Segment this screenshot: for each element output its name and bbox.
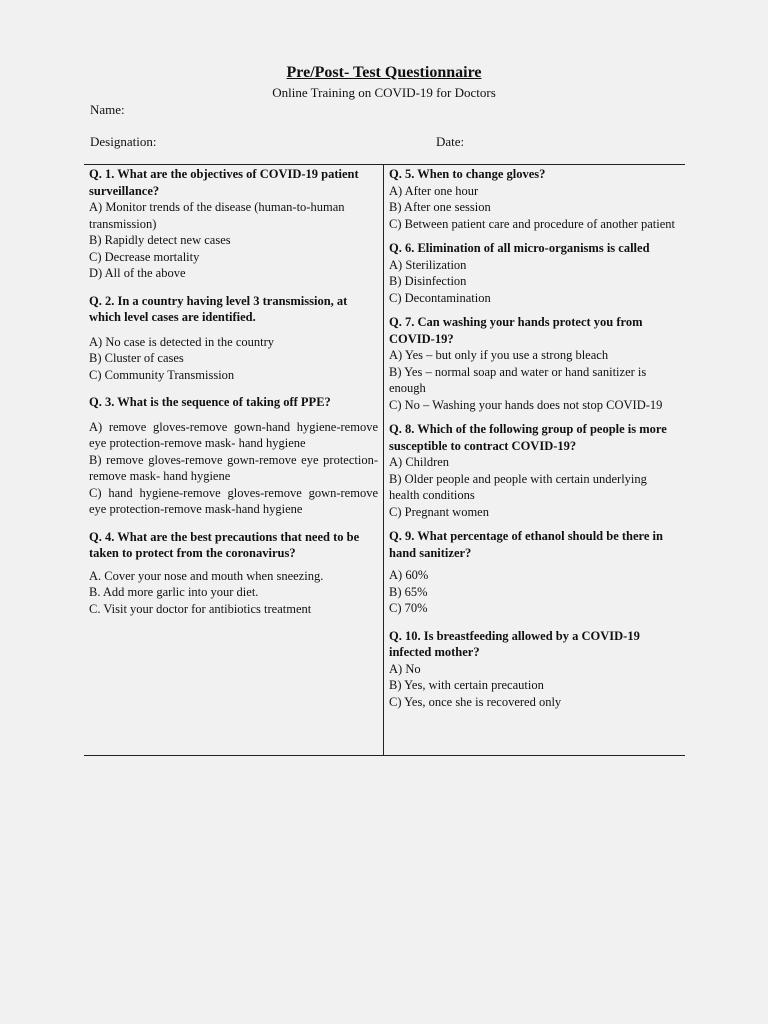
question-10-option-c: C) Yes, once she is recovered only [389, 694, 562, 709]
question-6-text: Q. 6. Elimination of all micro-organisms is called [389, 241, 650, 255]
question-10-text: Q. 10. Is breastfeeding allowed by a COVID-19 infected mother? [389, 628, 640, 659]
question-1-text: Q. 1. What are the objectives of COVID-19 patient surveillance? [89, 167, 359, 198]
question-9-option-a: A) 60% [389, 568, 429, 582]
question-1 [89, 166, 378, 282]
questions-table [84, 164, 685, 756]
question-8 [389, 421, 679, 520]
question-7-option-a: A) Yes – but only if you use a strong bleach [389, 348, 609, 362]
page-subtitle: Online Training on COVID-19 for Doctors [272, 85, 496, 100]
date-label: Date: [436, 134, 465, 149]
question-5-text: Q. 5. When to change gloves? [389, 167, 546, 181]
question-4-text: Q. 4. What are the best precautions that need to be taken to protect from the coronavirus? [89, 529, 360, 560]
question-10-option-b: B) Yes, with certain precaution [389, 678, 544, 692]
question-6-option-c: C) Decontamination [389, 290, 491, 305]
question-9 [389, 528, 679, 617]
question-2-text: Q. 2. In a country having level 3 transmission, at which level cases are identified. [89, 293, 348, 324]
question-2-option-b: B) Cluster of cases [89, 351, 184, 365]
question-4-option-a: A. Cover your nose and mouth when sneezing. [89, 568, 324, 583]
question-3-option-a: A) remove gloves-remove gown-hand hygiene-remove eye protection-remove mask- hand hygiene [89, 419, 378, 450]
question-4-option-b: B. Add more garlic into your diet. [89, 585, 259, 599]
question-3 [89, 394, 378, 518]
question-8-option-c: C) Pregnant women [389, 504, 489, 519]
question-8-text: Q. 8. Which of the following group of people is more susceptible to contract COVID-19? [389, 422, 667, 453]
question-5-option-b: B) After one session [389, 200, 491, 214]
question-1-option-b: B) Rapidly detect new cases [89, 233, 231, 247]
question-10 [389, 628, 679, 711]
question-4-option-c: C. Visit your doctor for antibiotics treatment [89, 601, 312, 616]
question-8-option-b: B) Older people and people with certain underlying health conditions [389, 471, 647, 502]
question-3-text: Q. 3. What is the sequence of taking off PPE? [89, 395, 331, 409]
designation-label: Designation: [90, 134, 157, 149]
right-column [384, 165, 685, 755]
question-3-option-b: B) remove gloves-remove gown-remove eye protection-remove mask- hand hygiene [89, 452, 378, 483]
question-5-option-a: A) After one hour [389, 183, 479, 198]
question-1-option-d: D) All of the above [89, 266, 186, 280]
question-7-option-c: C) No – Washing your hands does not stop COVID-19 [389, 397, 663, 412]
question-2-option-a: A) No case is detected in the country [89, 334, 275, 349]
question-3-option-c: C) hand hygiene-remove gloves-remove gown-remove eye protection-remove mask-hand hygiene [89, 485, 378, 516]
page-title: Pre/Post- Test Questionnaire [286, 64, 482, 81]
question-9-option-b: B) 65% [389, 584, 428, 599]
question-1-option-a: A) Monitor trends of the disease (human-to-human transmission) [89, 200, 345, 231]
question-2 [89, 293, 378, 384]
question-6-option-b: B) Disinfection [389, 274, 467, 288]
question-10-option-a: A) No [389, 661, 421, 676]
question-7 [389, 314, 679, 413]
left-column [84, 165, 384, 755]
question-7-text: Q. 7. Can washing your hands protect you from COVID-19? [389, 315, 643, 346]
question-5-option-c: C) Between patient care and procedure of another patient [389, 216, 675, 231]
name-label: Name: [90, 102, 125, 117]
question-2-option-c: C) Community Transmission [89, 367, 235, 382]
question-4 [89, 529, 378, 618]
question-6 [389, 240, 679, 306]
question-8-option-a: A) Children [389, 455, 450, 469]
question-5 [389, 166, 679, 232]
question-7-option-b: B) Yes – normal soap and water or hand sanitizer is enough [389, 364, 647, 395]
question-1-option-c: C) Decrease mortality [89, 249, 200, 264]
question-9-option-c: C) 70% [389, 601, 428, 615]
question-9-text: Q. 9. What percentage of ethanol should be there in hand sanitizer? [389, 529, 663, 560]
question-6-option-a: A) Sterilization [389, 257, 467, 272]
